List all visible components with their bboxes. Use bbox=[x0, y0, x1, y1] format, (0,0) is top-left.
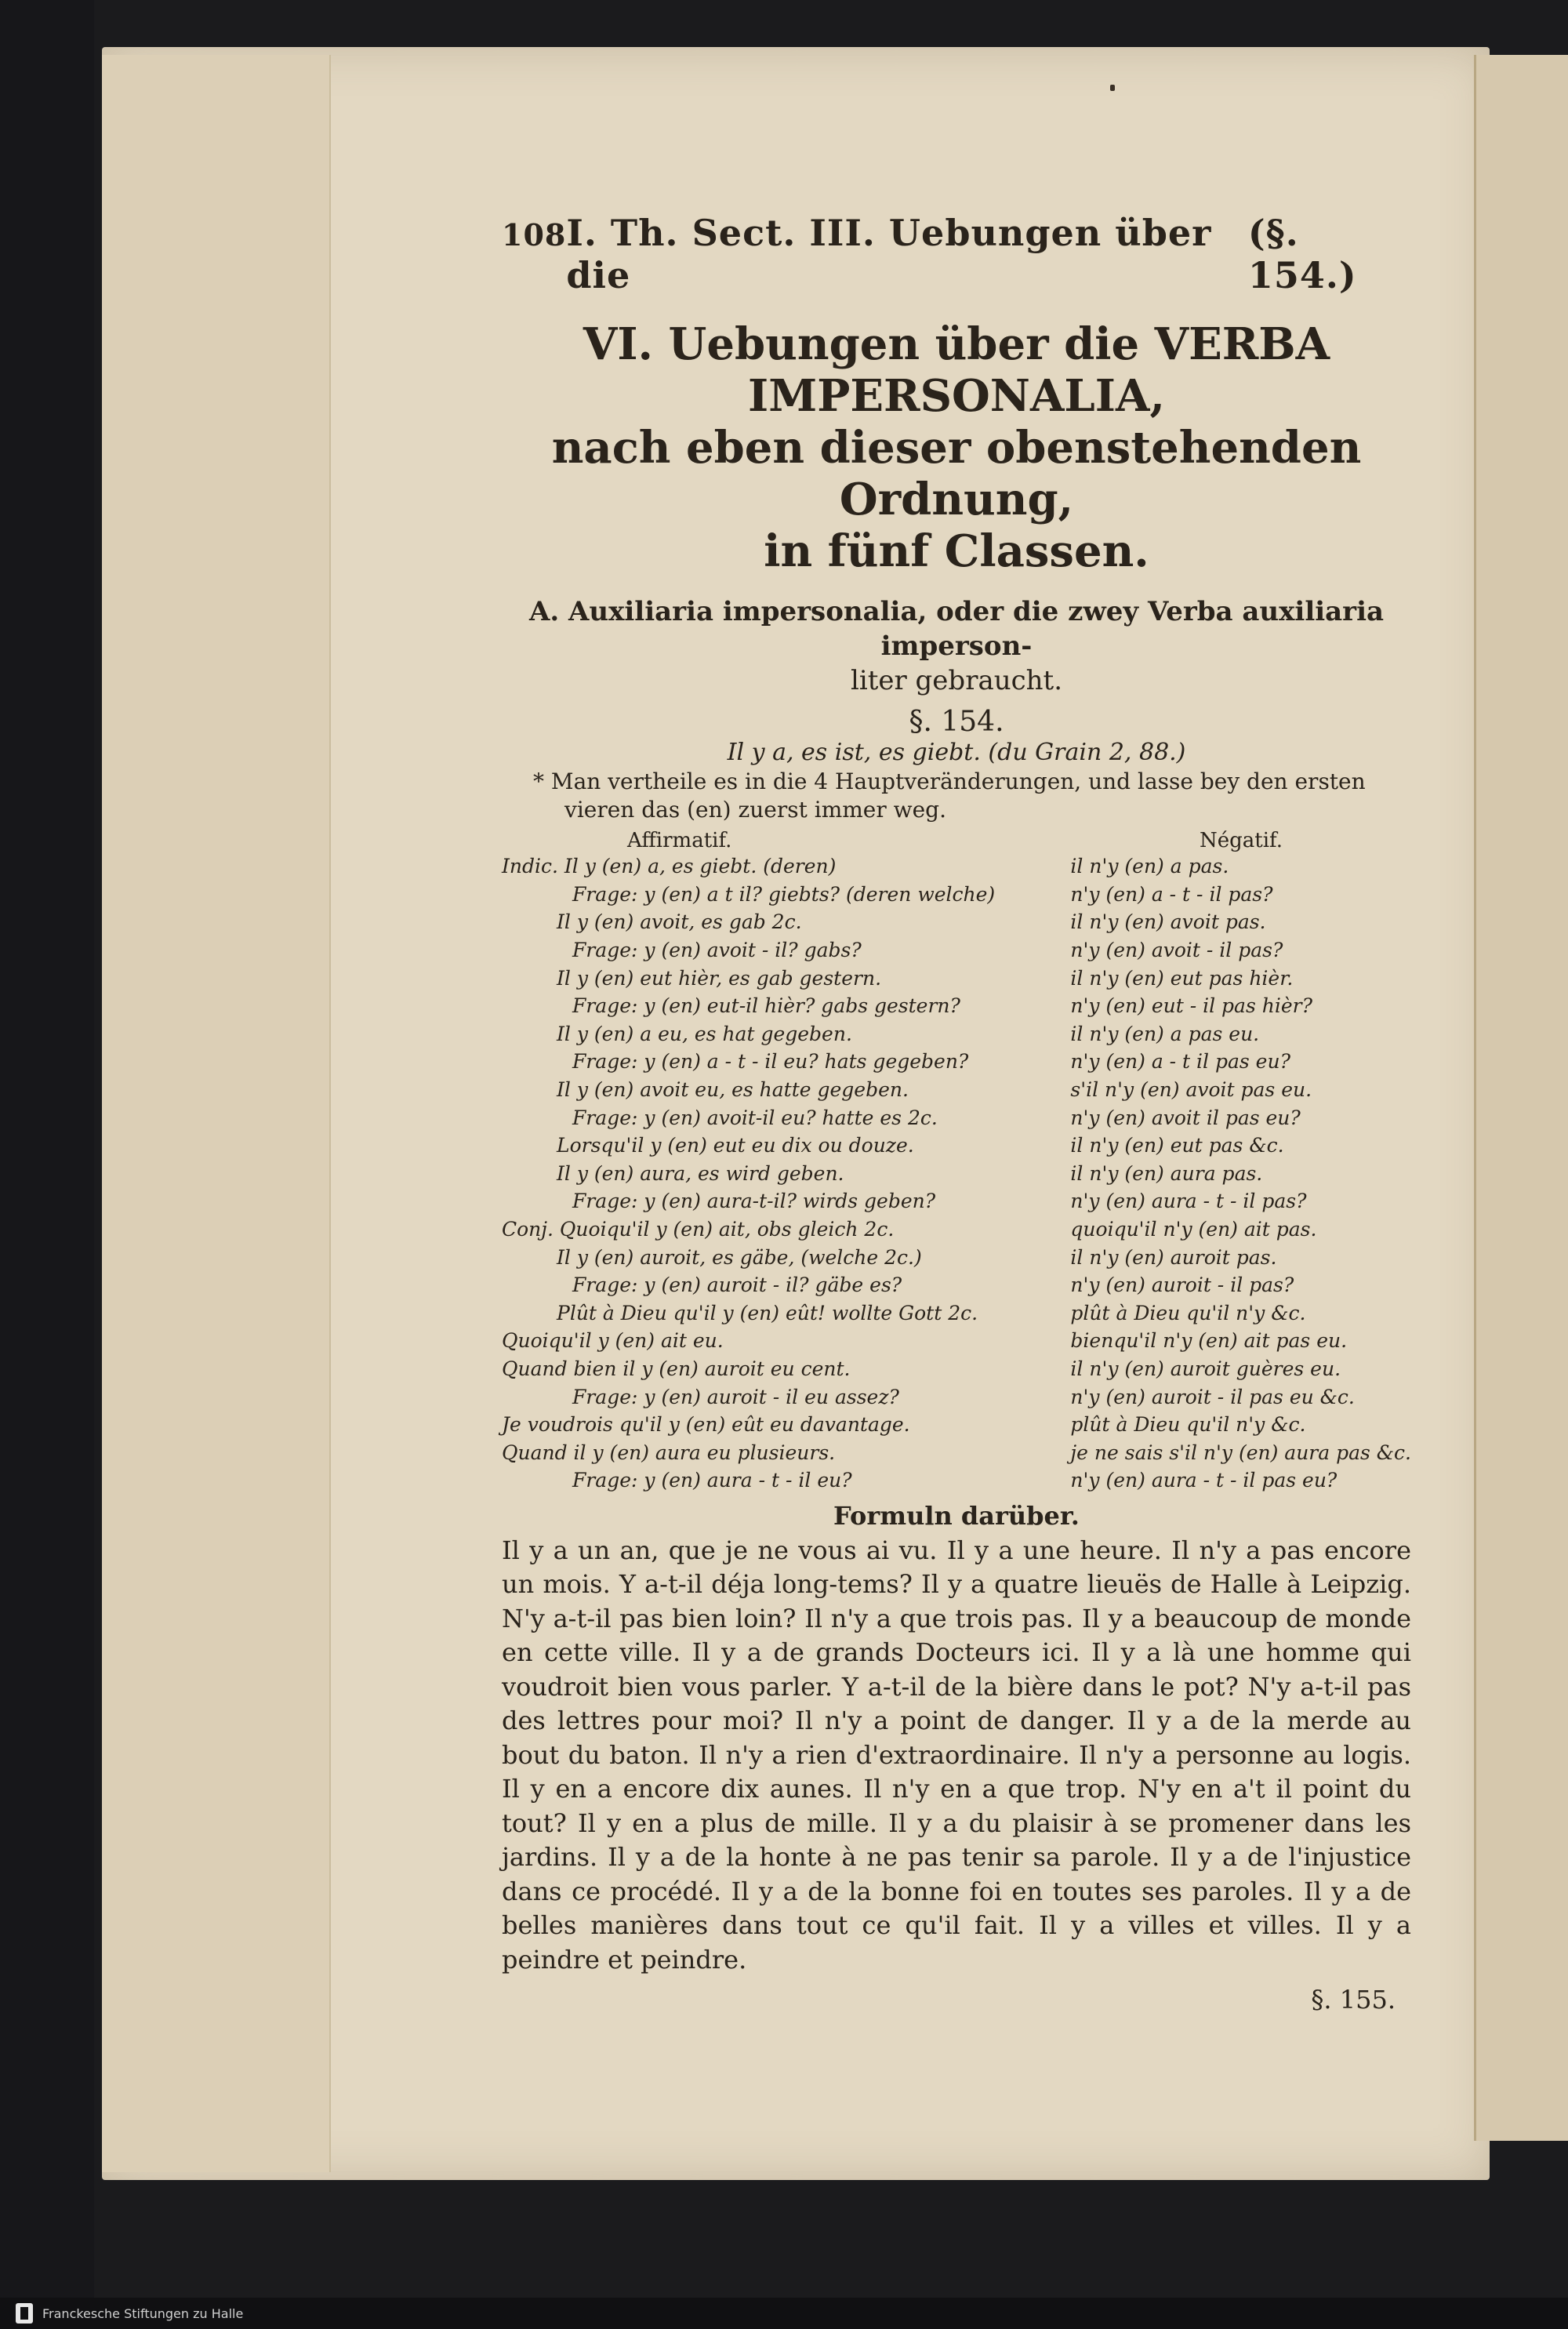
affirmative-cell: Frage: y (en) avoit - il? gabs? bbox=[572, 939, 862, 962]
table-row bbox=[502, 1103, 1411, 1132]
table-row bbox=[502, 881, 1411, 909]
table-row bbox=[502, 936, 1411, 965]
affirmative-cell: Frage: y (en) eut-il hièr? gabs gestern? bbox=[572, 994, 960, 1018]
affirmative-cell: Je voudrois qu'il y (en) eût eu davantage. bbox=[502, 1413, 910, 1437]
table-row bbox=[502, 992, 1411, 1020]
chapter-title-line: nach eben dieser obenstehenden Ordnung, bbox=[551, 422, 1362, 525]
affirmative-cell: Indic. Il y (en) a, es giebt. (deren) bbox=[502, 855, 837, 878]
ink-mark bbox=[1110, 85, 1115, 91]
section-number: §. 154. bbox=[909, 706, 1004, 738]
affirmative-cell: Conj. Quoiqu'il y (en) ait, obs gleich 2c. bbox=[502, 1218, 895, 1241]
example-paragraph: Il y a un an, que je ne vous ai vu. Il y a une heure. Il n'y a pas encore un mois. Y a-t-il déja long-tems? Il y a quatre lieuës de Halle à Leipzig. N'y a-t-il pas bien loin? Il n'y a que trois pas. Il y a beaucoup de monde en cette ville. Il y a de grands Docteurs ici. Il y a là une homme qui voudroit bien vous parler. Y a-t-il de la bière dans le pot? N'y a-t-il pas des lettres pour moi? Il n'y a point de danger. Il y a de la merde au bout du baton. Il n'y a rien d'extraordinaire. Il n'y a personne au logis. Il y en a encore dix aunes. Il n'y en a que trop. N'y en a't il point du tout? Il y en a plus de mille. Il y a du plaisir à se promener dans les jardins. Il y a de la honte à ne pas tenir sa parole. Il y a de l'injustice dans ce procédé. Il y a de la bonne foi en toutes ses paroles. Il y a de belles manières dans tout ce qu'il fait. Il y a villes et villes. Il y a peindre et peindre. bbox=[502, 1535, 1411, 1975]
negative-cell: n'y (en) aura - t - il pas? bbox=[1070, 1190, 1307, 1213]
negative-cell: plût à Dieu qu'il n'y &c. bbox=[1070, 1301, 1306, 1324]
table-row bbox=[502, 964, 1411, 992]
subtitle-line: A. Auxiliaria impersonalia, oder die zwey Verba auxiliaria imperson- bbox=[528, 596, 1385, 662]
catchword: §. 155. bbox=[1311, 1985, 1396, 2015]
affirmative-cell: Il y (en) avoit, es gab 2c. bbox=[557, 910, 802, 934]
page-text bbox=[502, 212, 1411, 2015]
negative-cell: n'y (en) aura - t - il pas eu? bbox=[1070, 1469, 1338, 1492]
affirmative-cell: Frage: y (en) a - t - il eu? hats gegeben? bbox=[572, 1050, 969, 1074]
affirmative-cell: Frage: y (en) a t il? giebts? (deren welche) bbox=[572, 882, 996, 906]
affirmative-cell: Il y (en) eut hièr, es gab gestern. bbox=[557, 966, 882, 990]
table-row bbox=[502, 1020, 1411, 1048]
affirmative-cell: Frage: y (en) aura-t-il? wirds geben? bbox=[572, 1190, 936, 1213]
negative-cell: s'il n'y (en) avoit pas eu. bbox=[1070, 1078, 1312, 1102]
negative-cell: n'y (en) a - t il pas eu? bbox=[1070, 1050, 1290, 1074]
page-edge-shadow bbox=[102, 55, 331, 2172]
formulas-heading: Formuln darüber. bbox=[833, 1500, 1080, 1531]
table-row bbox=[502, 1076, 1411, 1104]
chapter-title-line: VI. Uebungen über die VERBA IMPERSONALIA, bbox=[583, 318, 1330, 422]
affirmative-cell: Plût à Dieu qu'il y (en) eût! wollte Gott 2c. bbox=[557, 1301, 978, 1324]
negative-cell: n'y (en) auroit - il pas? bbox=[1070, 1274, 1294, 1297]
negative-cell: bienqu'il n'y (en) ait pas eu. bbox=[1070, 1329, 1348, 1353]
negative-cell: quoiqu'il n'y (en) ait pas. bbox=[1070, 1218, 1317, 1241]
negative-cell: il n'y (en) a pas eu. bbox=[1070, 1022, 1260, 1045]
affirmative-header: Affirmatif. bbox=[627, 829, 732, 852]
negative-cell: il n'y (en) avoit pas. bbox=[1070, 910, 1266, 934]
instruction-note bbox=[533, 768, 1411, 824]
chapter-title-line: in fünf Classen. bbox=[764, 525, 1149, 577]
affirmative-cell: Quoiqu'il y (en) ait eu. bbox=[502, 1329, 724, 1353]
running-title: I. Th. Sect. III. Uebungen über die bbox=[566, 212, 1212, 296]
viewer-footer bbox=[0, 2298, 1568, 2329]
affirmative-cell: Quand il y (en) aura eu plusieurs. bbox=[502, 1441, 836, 1464]
table-row bbox=[502, 1160, 1411, 1188]
scan-background bbox=[0, 0, 94, 2329]
negative-cell: n'y (en) auroit - il pas eu &c. bbox=[1070, 1385, 1355, 1408]
affirmative-cell: Frage: y (en) aura - t - il eu? bbox=[572, 1469, 852, 1492]
affirmative-cell: Frage: y (en) avoit-il eu? hatte es 2c. bbox=[572, 1106, 938, 1129]
chapter-title bbox=[502, 318, 1411, 577]
note-line: * Man vertheile es in die 4 Hauptveränderungen, und lasse bey den ersten bbox=[533, 768, 1366, 794]
table-row bbox=[502, 1271, 1411, 1299]
next-page-edge bbox=[1474, 55, 1568, 2141]
affirmative-cell: Lorsqu'il y (en) eut eu dix ou douze. bbox=[557, 1134, 914, 1157]
table-row bbox=[502, 1048, 1411, 1076]
running-header bbox=[502, 212, 1411, 296]
table-row bbox=[502, 908, 1411, 936]
affirmative-cell: Frage: y (en) auroit - il eu assez? bbox=[572, 1385, 899, 1408]
table-row bbox=[502, 852, 1411, 881]
table-row bbox=[502, 1466, 1411, 1495]
affirmative-cell: Quand bien il y (en) auroit eu cent. bbox=[502, 1357, 851, 1380]
affirmative-cell: Il y (en) avoit eu, es hatte gegeben. bbox=[557, 1078, 909, 1102]
affirmative-cell: Il y (en) a eu, es hat gegeben. bbox=[557, 1022, 852, 1045]
negative-cell: il n'y (en) auroit guères eu. bbox=[1070, 1357, 1341, 1380]
negative-cell: n'y (en) a - t - il pas? bbox=[1070, 882, 1273, 906]
affirmative-cell: Il y (en) auroit, es gäbe, (welche 2c.) bbox=[557, 1245, 922, 1269]
negative-cell: il n'y (en) a pas. bbox=[1070, 855, 1229, 878]
table-row bbox=[502, 1187, 1411, 1215]
table-row bbox=[502, 1327, 1411, 1355]
affirmative-cell: Frage: y (en) auroit - il? gäbe es? bbox=[572, 1274, 902, 1297]
negative-cell: n'y (en) eut - il pas hièr? bbox=[1070, 994, 1312, 1018]
negative-cell: n'y (en) avoit - il pas? bbox=[1070, 939, 1283, 962]
table-row bbox=[502, 1132, 1411, 1160]
column-headers bbox=[502, 829, 1411, 852]
note-line: vieren das (en) zuerst immer weg. bbox=[564, 797, 947, 823]
negative-cell: n'y (en) avoit il pas eu? bbox=[1070, 1106, 1301, 1129]
negative-header: Négatif. bbox=[1200, 829, 1283, 852]
conjugation-table bbox=[502, 852, 1411, 1495]
table-row bbox=[502, 1355, 1411, 1383]
negative-cell: il n'y (en) eut pas hièr. bbox=[1070, 966, 1294, 990]
subtitle-line: liter gebraucht. bbox=[850, 665, 1063, 696]
negative-cell: il n'y (en) eut pas &c. bbox=[1070, 1134, 1284, 1157]
institution-name: Franckesche Stiftungen zu Halle bbox=[42, 2305, 244, 2321]
negative-cell: plût à Dieu qu'il n'y &c. bbox=[1070, 1413, 1306, 1437]
section-reference: (§. 154.) bbox=[1247, 212, 1357, 296]
table-row bbox=[502, 1243, 1411, 1271]
negative-cell: il n'y (en) auroit pas. bbox=[1070, 1245, 1277, 1269]
table-row bbox=[502, 1438, 1411, 1466]
section-heading: Il y a, es ist, es giebt. (du Grain 2, 88.) bbox=[727, 739, 1186, 766]
table-row bbox=[502, 1215, 1411, 1244]
page-number: 108 bbox=[502, 217, 567, 253]
table-row bbox=[502, 1411, 1411, 1439]
table-row bbox=[502, 1299, 1411, 1328]
subtitle bbox=[502, 594, 1411, 698]
affirmative-cell: Il y (en) aura, es wird geben. bbox=[557, 1161, 844, 1185]
institution-logo-icon bbox=[16, 2303, 33, 2324]
negative-cell: je ne sais s'il n'y (en) aura pas &c. bbox=[1070, 1441, 1411, 1464]
negative-cell: il n'y (en) aura pas. bbox=[1070, 1161, 1263, 1185]
table-row bbox=[502, 1383, 1411, 1411]
